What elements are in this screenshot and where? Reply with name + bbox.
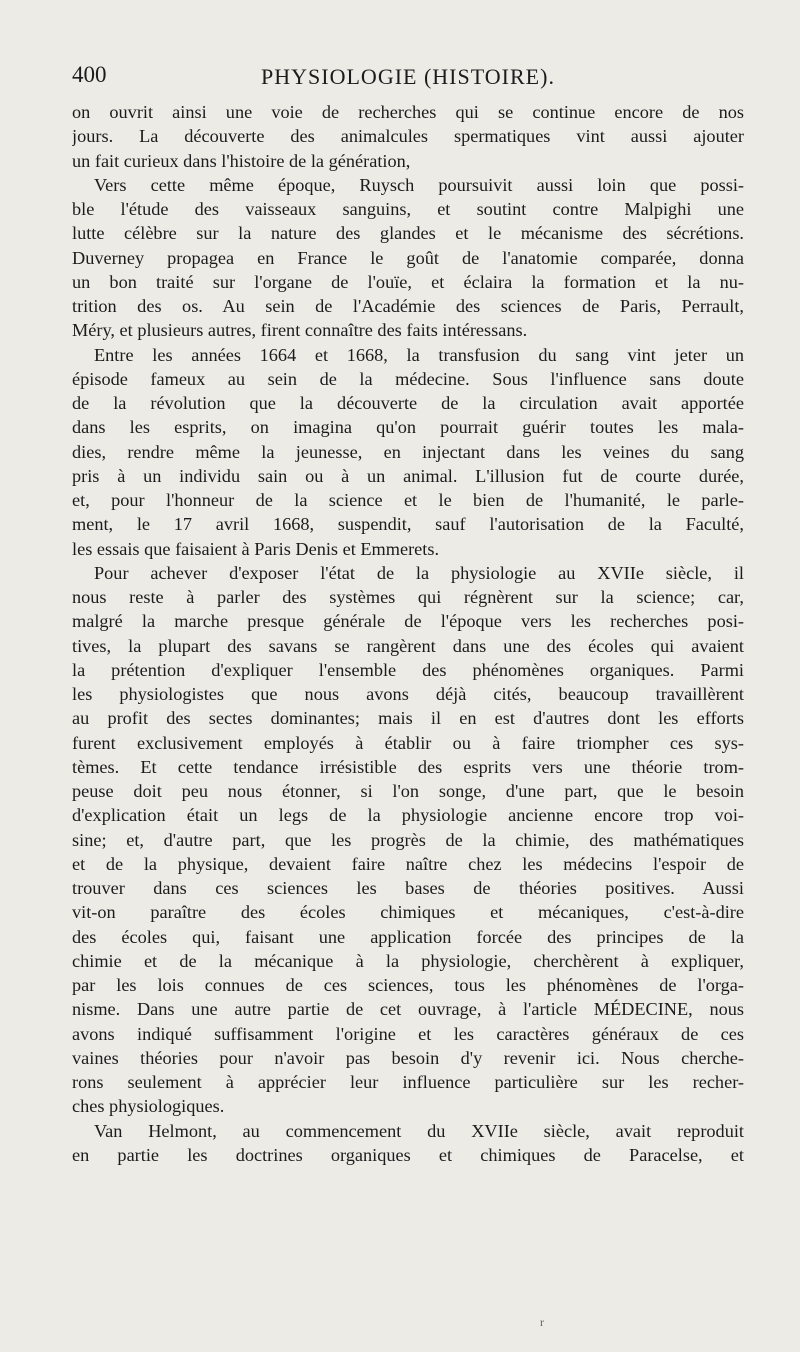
text-line: d'explication était un legs de la physiologie ancienne encore trop voi- xyxy=(72,805,744,826)
text-line: les physiologistes que nous avons déjà cités, beaucoup travaillèrent xyxy=(72,684,744,704)
text-line: tèmes. Et cette tendance irrésistible des esprits vers une théorie trom- xyxy=(72,756,744,777)
text-line: épisode fameux au sein de la médecine. Sous l'influence sans doute xyxy=(72,368,744,389)
text-line: nous reste à parler des systèmes qui régnèrent sur la science; car, xyxy=(72,587,744,607)
text-line: Entre les années 1664 et 1668, la transfusion du sang vint jeter un xyxy=(94,344,744,365)
text-line: en partie les doctrines organiques et chimiques de Paracelse, et xyxy=(72,1144,744,1165)
text-line: nisme. Dans une autre partie de cet ouvrage, à l'article MÉDECINE, nous xyxy=(72,999,744,1020)
text-line: la prétention d'expliquer l'ensemble des phénomènes organiques. Parmi xyxy=(72,659,744,680)
page-number: 400 xyxy=(72,62,107,87)
text-line: malgré la marche presque générale de l'époque vers les recherches posi- xyxy=(72,611,744,632)
text-line: sine; et, d'autre part, que les progrès de la chimie, des mathématiques xyxy=(72,829,744,850)
text-line: pris à un individu sain ou à un animal. L'illusion fut de courte durée, xyxy=(72,465,744,486)
text-line: Van Helmont, au commencement du XVIIe siècle, avait reproduit xyxy=(94,1120,744,1141)
text-line: ches physiologiques. xyxy=(72,1096,225,1117)
text-line: ment, le 17 avril 1668, suspendit, sauf l'autorisation de la Faculté, xyxy=(72,514,744,535)
text-line: au profit des sectes dominantes; mais il en est d'autres dont les efforts xyxy=(72,708,744,729)
text-line: un fait curieux dans l'histoire de la génération, xyxy=(72,150,411,171)
running-header xyxy=(72,62,744,96)
text-line: de la révolution que la découverte de la circulation avait apportée xyxy=(72,393,744,413)
text-line: par les lois connues de ces sciences, tous les phénomènes de l'orga- xyxy=(72,975,744,995)
text-line: Pour achever d'exposer l'état de la physiologie au XVIIe siècle, il xyxy=(94,562,744,583)
text-line: et de la physique, devaient faire naître chez les médecins l'espoir de xyxy=(72,853,744,874)
text-line: on ouvrit ainsi une voie de recherches qui se continue encore de nos xyxy=(72,102,744,122)
text-line: vaines théories pour n'avoir pas besoin d'y revenir ici. Nous cherche- xyxy=(72,1047,744,1068)
text-line: Vers cette même époque, Ruysch poursuivit aussi loin que possi- xyxy=(94,174,744,195)
text-line: Duverney propagea en France le goût de l'anatomie comparée, donna xyxy=(72,247,744,268)
text-line: ble l'étude des vaisseaux sanguins, et soutint contre Malpighi une xyxy=(72,199,744,219)
text-line: tives, la plupart des savans se rangèrent dans une des écoles qui avaient xyxy=(72,635,744,656)
text-line: vit-on paraître des écoles chimiques et mécaniques, c'est-à-dire xyxy=(72,902,744,923)
text-line: dans les esprits, on imagina qu'on pourrait guérir toutes les mala- xyxy=(72,417,744,438)
text-line: rons seulement à apprécier leur influence particulière sur les recher- xyxy=(72,1072,744,1092)
text-line: chimie et de la mécanique à la physiologie, cherchèrent à expliquer, xyxy=(72,950,744,971)
text-line: dies, rendre même la jeunesse, en injectant dans les veines du sang xyxy=(72,441,744,462)
text-line: trition des os. Au sein de l'Académie des sciences de Paris, Perrault, xyxy=(72,296,744,316)
running-title: PHYSIOLOGIE (HISTOIRE). xyxy=(261,64,555,89)
text-line: un bon traité sur l'organe de l'ouïe, et éclaira la formation et la nu- xyxy=(72,271,744,292)
text-line: jours. La découverte des animalcules spermatiques vint aussi ajouter xyxy=(72,126,744,147)
text-line: trouver dans ces sciences les bases de théories positives. Aussi xyxy=(72,878,744,898)
text-line: Méry, et plusieurs autres, firent connaître des faits intéressans. xyxy=(72,320,528,341)
text-line: lutte célèbre sur la nature des glandes et le mécanisme des sécrétions. xyxy=(72,223,744,244)
text-line: furent exclusivement employés à établir ou à faire triompher ces sys- xyxy=(72,732,744,753)
footer-mark: r xyxy=(540,1315,544,1329)
text-line: et, pour l'honneur de la science et le bien de l'humanité, le parle- xyxy=(72,490,744,510)
text-line: avons indiqué suffisamment l'origine et les caractères généraux de ces xyxy=(72,1023,744,1044)
text-line: des écoles qui, faisant une application forcée des principes de la xyxy=(72,926,744,947)
body-text xyxy=(72,100,744,1167)
text-line: les essais que faisaient à Paris Denis et Emmerets. xyxy=(72,538,440,559)
text-line: peuse doit peu nous étonner, si l'on songe, d'une part, que le besoin xyxy=(72,781,744,801)
